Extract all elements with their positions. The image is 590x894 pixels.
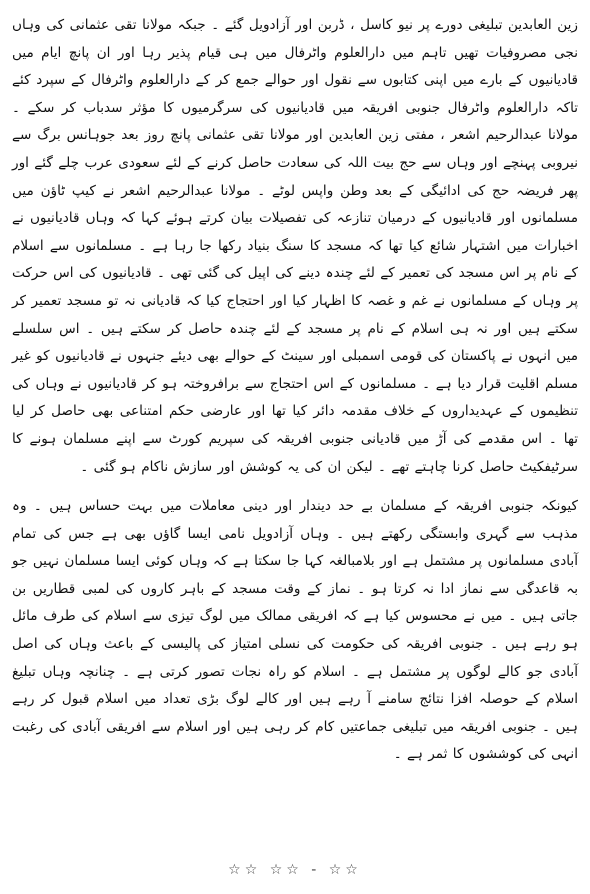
paragraph: زین العابدین تبلیغی دورے پر نیو کاسل ، ڈربن اور آزادویل گئے ۔ جبکہ مولانا تقی عثمانی کی وہاں نجی مصروفیات تھیں تاہم میں دارالعلوم واٹرفال میں ہی قیام پذیر رہا اور ان پانچ ایام میں قادیانیوں کے بارے میں اپنی کتابوں سے نقول اور حوالے جمع کر کے دارالعلوم واٹرفال کے سپرد کئے تاکہ دارالعلوم واٹرفال جنوبی افریقہ میں قادیانیوں کی سرگرمیوں کا مؤثر سدباب کر سکے ۔ مولانا عبدالرحیم اشعر ، مفتی زین العابدین اور مولانا تقی عثمانی پانچ روز بعد جوہانس برگ سے نیروبی پہنچے اور وہاں سے حج بیت اللہ کی سعادت حاصل کرنے کے لئے سعودی عرب چلے گئے اور پھر فریضہ حج کی ادائیگی کے بعد وطن واپس لوٹے ۔ مولانا عبدالرحیم اشعر نے کیپ ٹاؤن میں مسلمانوں اور قادیانیوں کے درمیان تنازعہ کی تفصیلات بیان کرتے ہوئے کہا کہ وہاں قادیانیوں نے اخبارات میں اشتہار شائع کیا تھا کہ مسجد کا سنگ بنیاد رکھا جا رہا ہے ۔ مسلمانوں سے اسلام کے نام پر اس مسجد کی تعمیر کے لئے چندہ دینے کی اپیل کی گئی تھی ۔ قادیانیوں کی اس حرکت پر وہاں کے مسلمانوں نے غم و غصہ کا اظہار کیا اور احتجاج کیا کہ قادیانی نہ تو مسجد تعمیر کر سکتے ہیں اور نہ ہی اسلام کے نام پر مسجد کے لئے چندہ حاصل کر سکتے ہیں ۔ اس سلسلے میں انہوں نے پاکستان کی قومی اسمبلی اور سینٹ کے حوالے بھی دیئے جنہوں نے قادیانیوں کو غیر مسلم اقلیت قرار دیا ہے ۔ مسلمانوں کے اس احتجاج سے برافروختہ ہو کر قادیانیوں نے وہاں کی تنظیموں کے عہدیداروں کے خلاف مقدمہ دائر کیا تھا اور عارضی حکم امتناعی بھی حاصل کر لیا تھا ۔ اس مقدمے کی آڑ میں قادیانی جنوبی افریقہ کی سپریم کورٹ سے اپنے مسلمان ہونے کا سرٹیفکیٹ حاصل کرنا چاہتے تھے ۔ لیکن ان کی یہ کوشش اور سازش ناکام ہو گئی ۔	[12, 17, 578, 475]
paragraph: کیونکہ جنوبی افریقہ کے مسلمان بے حد دیندار اور دینی معاملات میں بہت حساس ہیں ۔ وہ مذہب سے گہری وابستگی رکھتے ہیں ۔ وہاں آزادویل نامی ایسا گاؤں بھی ہے جس کی تمام آبادی مسلمانوں پر مشتمل ہے اور بلامبالغہ کہا جا سکتا ہے کہ وہاں کوئی ایسا مسلمان نہیں جو بہ قاعدگی سے نماز ادا نہ کرتا ہو ۔ نماز کے وقت مسجد کے باہر کاروں کی لمبی قطاریں بن جاتی ہیں ۔ میں نے محسوس کیا ہے کہ افریقی ممالک میں لوگ تیزی سے اسلام کی طرف مائل ہو رہے ہیں ۔ جنوبی افریقہ کی حکومت کی نسلی امتیاز کی پالیسی کے باعث وہاں کی اصل آبادی جو کالے لوگوں پر مشتمل ہے ۔ اسلام کو راہ نجات تصور کرتی ہے ۔ چنانچہ وہاں تبلیغ اسلام کے حوصلہ افزا نتائج سامنے آ رہے ہیں اور کالے لوگ بڑی تعداد میں اسلام قبول کر رہے ہیں ۔ جنوبی افریقہ میں تبلیغی جماعتیں کام کر رہی ہیں اور اسلام سے افریقی آبادی کی رغبت انہی کی کوششوں کا ثمر ہے ۔	[12, 498, 578, 763]
footer-ornament: ☆☆ ☆☆ - ☆☆	[228, 862, 362, 878]
